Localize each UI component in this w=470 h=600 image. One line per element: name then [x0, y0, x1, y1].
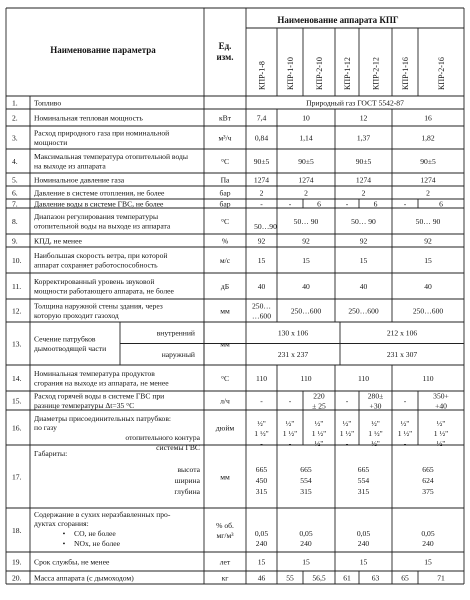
row-16-sub-label: отопительного контура	[125, 433, 200, 442]
apparatus-group-header: Наименование аппарата КПГ	[277, 15, 399, 25]
row-1-value: Природный газ ГОСТ 5542-87	[306, 98, 404, 108]
row-16-value: 1 ½"	[368, 429, 383, 438]
row-15-unit: л/ч	[220, 396, 230, 406]
row-16-value: ½"	[285, 419, 295, 428]
row-16-value: ½"	[436, 419, 446, 428]
row-19-value: 15	[359, 557, 368, 567]
row-6-label: Давление в системе отопления, не более	[34, 188, 165, 198]
row-6-value: 2	[304, 188, 308, 198]
row-4-value: 90±5	[253, 156, 270, 166]
row-16-value: 1 ½"	[254, 429, 269, 438]
row-15-label: разнице температуры Δt=35 °С	[34, 400, 135, 410]
row-18-value: 240	[300, 539, 312, 548]
row-12-number: 12.	[12, 306, 22, 316]
row-7-value: 6	[439, 199, 443, 209]
row-15-value: +40	[435, 401, 447, 411]
row-20-number: 20.	[12, 573, 22, 583]
row-16-value: -	[345, 439, 349, 448]
row-4-label: Максимальная температура отопительной воды	[34, 152, 188, 162]
row-1-number: 1.	[12, 98, 18, 108]
row-14-label: сгорания на выходе из аппарата, не менее	[34, 378, 169, 388]
row-9-value: 92	[424, 236, 432, 246]
row-13-value: 212 x 106	[386, 328, 418, 338]
row-11-value: 40	[257, 281, 266, 291]
row-10-label: аппарат сохраняет работоспособность	[34, 260, 158, 270]
row-12-label: которую проходит газоход	[34, 310, 119, 320]
row-5-label: Номинальное давление газа	[34, 175, 125, 185]
row-7-value: -	[260, 199, 263, 209]
row-3-value: 1,14	[299, 133, 313, 143]
row-16-value: ½"	[371, 439, 380, 448]
row-6-value: 2	[259, 188, 264, 198]
row-16-value: ½"	[314, 419, 324, 428]
row-19-number: 19.	[12, 557, 22, 567]
row-13-sub-label: внутренний	[156, 328, 195, 338]
row-12-label: Толщина наружной стены здания, через	[34, 301, 163, 311]
row-16-value: 1 ½"	[339, 429, 355, 438]
unit-column-header-line2: изм.	[216, 52, 234, 62]
row-20-value: 46	[257, 573, 266, 583]
row-17-value: 665	[357, 465, 370, 474]
unit-column-header-line1: Ед.	[218, 41, 232, 51]
row-11-unit: дБ	[220, 281, 230, 291]
row-17-value: 315	[255, 487, 268, 496]
row-4-value: 90±5	[420, 156, 436, 166]
row-3-number: 3.	[12, 133, 18, 143]
row-7-value: -	[403, 199, 407, 209]
row-11-label: Корректированный уровень звуковой	[34, 277, 155, 287]
row-16-value: 1 ½"	[311, 429, 327, 438]
row-13-value: 231 x 307	[386, 350, 418, 360]
row-12-value: 250…600	[348, 306, 379, 316]
row-7-label: Давление воды в системе ГВС, не более	[34, 199, 164, 209]
row-12-value: 250…600	[290, 306, 322, 316]
row-20-value: 63	[371, 573, 380, 583]
row-20-value: 55	[286, 573, 294, 583]
row-5-value: 1274	[355, 175, 372, 185]
row-14-value: 110	[300, 373, 312, 383]
row-19-label: Срок службы, не менее	[34, 557, 110, 567]
row-20-value: 56,5	[312, 573, 326, 583]
row-18-value: 240	[357, 539, 370, 548]
row-18-sub-label: NOx, не более	[74, 539, 120, 548]
row-17-value: 375	[422, 487, 434, 496]
row-15-value: 280±	[367, 391, 384, 401]
row-15-value: -	[403, 396, 407, 406]
bullet-icon: •	[62, 529, 66, 538]
row-3-label: Расход природного газа при номинальной	[34, 128, 170, 138]
row-2-unit: кВт	[218, 113, 232, 123]
row-7-value: 6	[317, 199, 321, 209]
row-9-value: 92	[359, 236, 368, 246]
row-16-value: ½"	[314, 439, 324, 448]
row-11-label: мощности работающего аппарата, не более	[34, 286, 174, 296]
row-17-value: 665	[422, 465, 434, 474]
row-17-value: 315	[357, 487, 370, 496]
row-18-value: 0,05	[299, 529, 313, 538]
model-header-кпр-2-16: КПР-2-16	[437, 57, 446, 90]
row-14-value: 110	[422, 373, 434, 383]
row-13-label: дымоотводящей части	[34, 343, 107, 353]
row-6-value: 2	[361, 188, 366, 198]
row-10-label: Наибольшая скорость ветра, при которой	[34, 251, 168, 261]
row-10-value: 15	[359, 255, 368, 265]
row-17-label: Габариты:	[34, 449, 68, 458]
row-8-value: 50…90	[254, 222, 277, 231]
row-12-value: 250…600	[412, 306, 444, 316]
row-10-value: 15	[257, 255, 266, 265]
row-11-value: 40	[359, 281, 368, 291]
row-13-unit: мм	[220, 339, 230, 349]
row-6-unit: бар	[219, 188, 231, 198]
row-16-label: по газу	[34, 423, 57, 432]
row-13-value: 231 x 237	[277, 350, 309, 360]
row-17-value: 554	[300, 476, 312, 485]
row-16-sub-label: системы ГВС	[156, 443, 200, 452]
row-3-value: 1,37	[356, 133, 371, 143]
row-8-value: 50… 90	[415, 216, 441, 226]
row-15-value: -	[345, 396, 349, 406]
model-header-кпр-1-8: КПР-1-8	[257, 61, 267, 90]
row-13-number: 13.	[12, 339, 22, 349]
row-7-value: -	[345, 199, 349, 209]
row-14-value: 110	[357, 373, 370, 383]
model-header-кпр-1-10: КПР-1-10	[286, 57, 295, 90]
row-10-unit: м/с	[219, 255, 231, 265]
row-17-unit: мм	[220, 472, 230, 482]
row-16-value: ½"	[436, 439, 446, 448]
row-15-value: 220	[313, 391, 325, 401]
row-15-value: +30	[369, 401, 382, 411]
row-5-number: 5.	[12, 175, 18, 185]
row-3-value: 0,84	[254, 133, 269, 143]
row-7-value: 6	[373, 199, 378, 209]
row-5-unit: Па	[220, 175, 230, 185]
row-9-unit: %	[221, 236, 229, 246]
row-4-number: 4.	[12, 156, 18, 166]
row-4-value: 90±5	[355, 156, 372, 166]
row-7-value: -	[288, 199, 292, 209]
row-9-value: 92	[302, 236, 310, 246]
param-column-header: Наименование параметра	[50, 45, 156, 55]
row-16-value: ½"	[400, 419, 410, 428]
row-16-value: 1 ½"	[282, 429, 298, 438]
row-19-value: 15	[302, 557, 310, 567]
model-header-кпр-2-12: КПР-2-12	[371, 57, 381, 90]
row-16-label: Диаметры присоединительных патрубков:	[34, 414, 172, 423]
row-14-number: 14.	[12, 373, 22, 383]
row-18-value: 240	[255, 539, 268, 548]
row-20-value: 71	[437, 573, 445, 583]
row-8-unit: °С	[220, 216, 230, 226]
row-17-sub-label: ширина	[174, 476, 200, 485]
row-19-value: 15	[257, 557, 266, 567]
row-5-value: 1274	[253, 175, 270, 185]
row-15-value: ± 25	[312, 401, 326, 411]
row-20-value: 61	[343, 573, 351, 583]
row-13-value: 130 x 106	[277, 328, 309, 338]
row-4-unit: °С	[220, 156, 230, 166]
row-20-unit: кг	[221, 573, 229, 583]
row-8-number: 8.	[12, 216, 18, 226]
row-14-label: Номинальная температура продуктов	[34, 369, 155, 379]
row-17-sub-label: глубина	[174, 487, 200, 496]
row-18-sub-label: СО, не более	[74, 529, 116, 538]
row-18-number: 18.	[12, 525, 22, 535]
row-5-value: 1274	[420, 175, 436, 185]
row-18-value: 240	[422, 539, 434, 548]
row-12-value: 250…	[252, 301, 271, 311]
row-6-value: 2	[426, 188, 430, 198]
row-9-value: 92	[257, 236, 266, 246]
row-17-value: 665	[300, 465, 312, 474]
row-16-value: ½"	[257, 419, 266, 428]
row-2-label: Номинальная тепловая мощность	[34, 113, 143, 123]
row-17-value: 450	[255, 476, 268, 485]
row-17-value: 624	[422, 476, 434, 485]
row-18-unit: мг/м³	[216, 531, 234, 540]
row-15-value: -	[288, 396, 292, 406]
row-18-value: 0,05	[254, 529, 269, 538]
row-18-label: дуктах сгорания:	[34, 519, 89, 528]
model-header-кпр-2-10: КПР-2-10	[315, 57, 324, 90]
row-9-number: 9.	[12, 236, 18, 246]
row-16-value: 1 ½"	[433, 429, 449, 438]
row-8-label: отопительной воды на выходе из аппарата	[34, 221, 171, 231]
row-4-value: 90±5	[298, 156, 314, 166]
row-10-number: 10.	[12, 255, 22, 265]
table-grid	[6, 8, 464, 584]
row-17-value: 315	[300, 487, 312, 496]
row-11-value: 40	[302, 281, 310, 291]
row-16-unit: дюйм	[215, 423, 235, 433]
bullet-icon: •	[62, 539, 66, 548]
row-10-value: 15	[302, 255, 310, 265]
row-3-unit: м³/ч	[218, 133, 232, 143]
row-12-value: …600	[252, 311, 271, 321]
row-2-value: 10	[302, 113, 310, 123]
row-15-label: Расход горячей воды в системе ГВС при	[34, 391, 165, 401]
row-19-unit: лет	[219, 557, 231, 567]
row-13-sub-label: наружный	[161, 350, 195, 360]
row-6-number: 6.	[12, 188, 18, 198]
row-10-value: 15	[424, 255, 432, 265]
row-9-label: КПД, не менее	[34, 236, 82, 246]
row-2-number: 2.	[12, 113, 18, 123]
row-20-label: Масса аппарата (с дымоходом)	[34, 573, 134, 583]
row-16-number: 16.	[12, 423, 22, 433]
row-12-unit: мм	[220, 306, 230, 316]
row-17-value: 665	[255, 465, 268, 474]
row-2-value: 12	[359, 113, 368, 123]
row-2-value: 16	[424, 113, 432, 123]
row-8-value: 50… 90	[293, 216, 319, 226]
row-16-value: ½"	[342, 419, 352, 428]
row-17-sub-label: высота	[177, 465, 200, 474]
row-18-unit: % об.	[216, 521, 234, 530]
model-header-кпр-1-16: КПР-1-16	[401, 57, 410, 90]
row-20-value: 65	[401, 573, 409, 583]
row-14-unit: °С	[220, 373, 230, 383]
row-15-value: 350+	[433, 391, 449, 401]
row-8-value: 50… 90	[351, 216, 376, 226]
row-18-value: 0,05	[421, 529, 435, 538]
row-11-number: 11.	[12, 281, 22, 291]
row-17-value: 554	[357, 476, 370, 485]
row-17-number: 17.	[12, 472, 22, 482]
row-11-value: 40	[424, 281, 432, 291]
row-14-value: 110	[255, 373, 268, 383]
row-18-label: Содержание в сухих неразбавленных про-	[34, 510, 171, 519]
row-8-label: Диапазон регулирования температуры	[34, 212, 159, 222]
row-19-value: 15	[424, 557, 432, 567]
row-13-label: Сечение патрубков	[34, 334, 96, 344]
row-15-value: -	[260, 396, 263, 406]
row-7-unit: бар	[219, 199, 231, 209]
row-18-value: 0,05	[356, 529, 371, 538]
model-header-кпр-1-12: КПР-1-12	[343, 57, 352, 90]
row-3-label: мощности	[34, 137, 68, 147]
row-5-value: 1274	[298, 175, 314, 185]
row-16-value: 1 ½"	[397, 429, 413, 438]
row-2-value: 7,4	[256, 113, 267, 123]
row-16-value: -	[288, 439, 292, 448]
row-16-value: -	[403, 439, 407, 448]
row-16-value: ½"	[371, 419, 380, 428]
row-1-label: Топливо	[34, 98, 62, 108]
row-16-value: -	[260, 439, 263, 448]
row-15-number: 15.	[12, 396, 22, 406]
row-4-label: на выходе из аппарата	[34, 161, 106, 171]
row-3-value: 1,82	[421, 133, 435, 143]
row-7-number: 7.	[12, 199, 18, 209]
